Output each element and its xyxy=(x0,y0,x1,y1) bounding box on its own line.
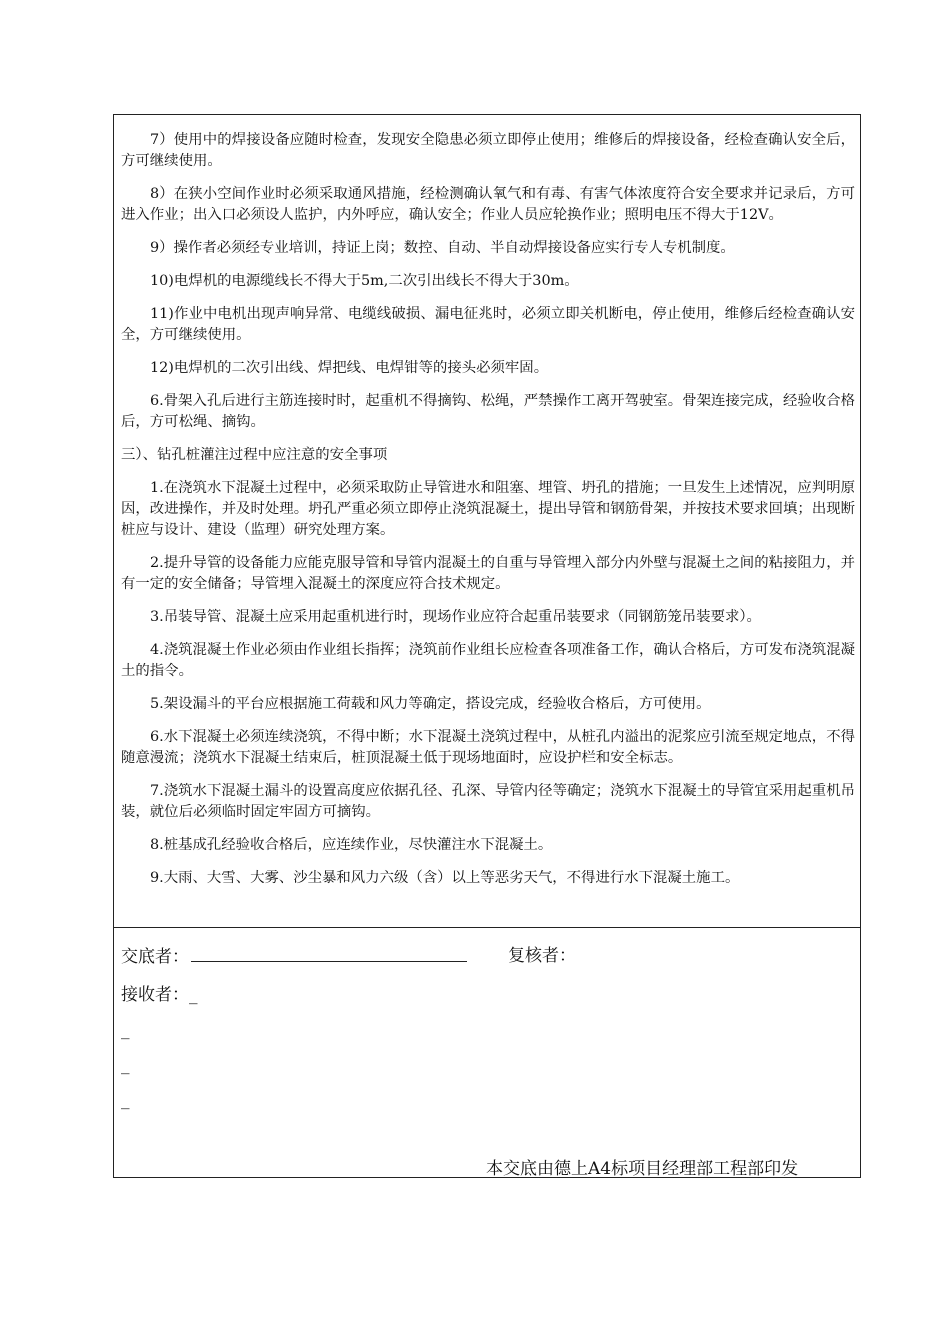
paragraph: 9）操作者必须经专业培训，持证上岗；数控、自动、半自动焊接设备应实行专人专机制度。 xyxy=(150,240,735,256)
presenter-row xyxy=(121,945,467,968)
section-item: 4.浇筑混凝土作业必须由作业组长指挥；浇筑前作业组长应检查各项准备工作，确认合格后，方可发布浇筑混凝土的指令。 xyxy=(121,642,855,679)
receiver-label: 接收者：_ xyxy=(121,985,198,1005)
blank-line: _ xyxy=(121,1055,130,1075)
section-item: 9.大雨、大雪、大雾、沙尘暴和风力六级（含）以上等恶劣天气，不得进行水下混凝土施工。 xyxy=(150,870,740,886)
blank-line: _ xyxy=(121,1020,130,1040)
paragraph: 10)电焊机的电源缆线长不得大于5m,二次引出线长不得大于30m。 xyxy=(150,273,579,289)
presenter-label: 交底者： xyxy=(121,947,189,967)
section-divider xyxy=(113,927,861,928)
paragraph: 12)电焊机的二次引出线、焊把线、电焊钳等的接头必须牢固。 xyxy=(150,360,549,376)
section-item: 1.在浇筑水下混凝土过程中，必须采取防止导管进水和阻塞、埋管、坍孔的措施；一旦发生上述情况，应判明原因，改进操作，并及时处理。坍孔严重必须立即停止浇筑混凝土，提出导管和钢筋骨架，并按技术要求回填；出现断桩应与设计、建设（监理）研究处理方案。 xyxy=(121,480,855,538)
section-item: 8.桩基成孔经验收合格后，应连续作业，尽快灌注水下混凝土。 xyxy=(150,837,553,853)
section-item: 5.架设漏斗的平台应根据施工荷载和风力等确定，搭设完成，经验收合格后，方可使用。 xyxy=(150,696,711,712)
reviewer-label: 复核者： xyxy=(508,946,576,966)
section-item: 6.水下混凝土必须连续浇筑，不得中断；水下混凝土浇筑过程中，从桩孔内溢出的泥浆应引流至规定地点，不得随意漫流；浇筑水下混凝土结束后，桩顶混凝土低于现场地面时，应设护栏和安全标志。 xyxy=(121,729,855,766)
paragraph: 8）在狭小空间作业时必须采取通风措施，经检测确认氧气和有毒、有害气体浓度符合安全要求并记录后，方可进入作业；出入口必须设人监护，内外呼应，确认安全；作业人员应轮换作业；照明电压不得大于12V。 xyxy=(121,186,855,223)
paragraph: 11)作业中电机出现声响异常、电缆线破损、漏电征兆时，必须立即关机断电，停止使用，维修后经检查确认安全，方可继续使用。 xyxy=(121,306,855,343)
paragraph: 7）使用中的焊接设备应随时检查，发现安全隐患必须立即停止使用；维修后的焊接设备，经检查确认安全后，方可继续使用。 xyxy=(121,132,855,169)
issuer-footer: 本交底由德上A4标项目经理部工程部印发 xyxy=(486,1159,799,1179)
section-heading: 三）、钻孔桩灌注过程中应注意的安全事项 xyxy=(121,447,388,463)
blank-line: _ xyxy=(121,1090,130,1110)
section-item: 3.吊装导管、混凝土应采用起重机进行时，现场作业应符合起重吊装要求（同钢筋笼吊装要求）。 xyxy=(150,609,761,625)
section-item: 2.提升导管的设备能力应能克服导管和导管内混凝土的自重与导管埋入部分内外壁与混凝土之间的粘接阻力，并有一定的安全储备；导管埋入混凝土的深度应符合技术规定。 xyxy=(121,555,855,592)
document-body xyxy=(121,130,855,901)
paragraph: 6.骨架入孔后进行主筋连接时时，起重机不得摘钩、松绳，严禁操作工离开驾驶室。骨架连接完成，经验收合格后，方可松绳、摘钩。 xyxy=(121,393,855,430)
presenter-signature-line xyxy=(191,945,467,962)
section-item: 7.浇筑水下混凝土漏斗的设置高度应依据孔径、孔深、导管内径等确定；浇筑水下混凝土的导管宜采用起重机吊装，就位后必须临时固定牢固方可摘钩。 xyxy=(121,783,855,820)
